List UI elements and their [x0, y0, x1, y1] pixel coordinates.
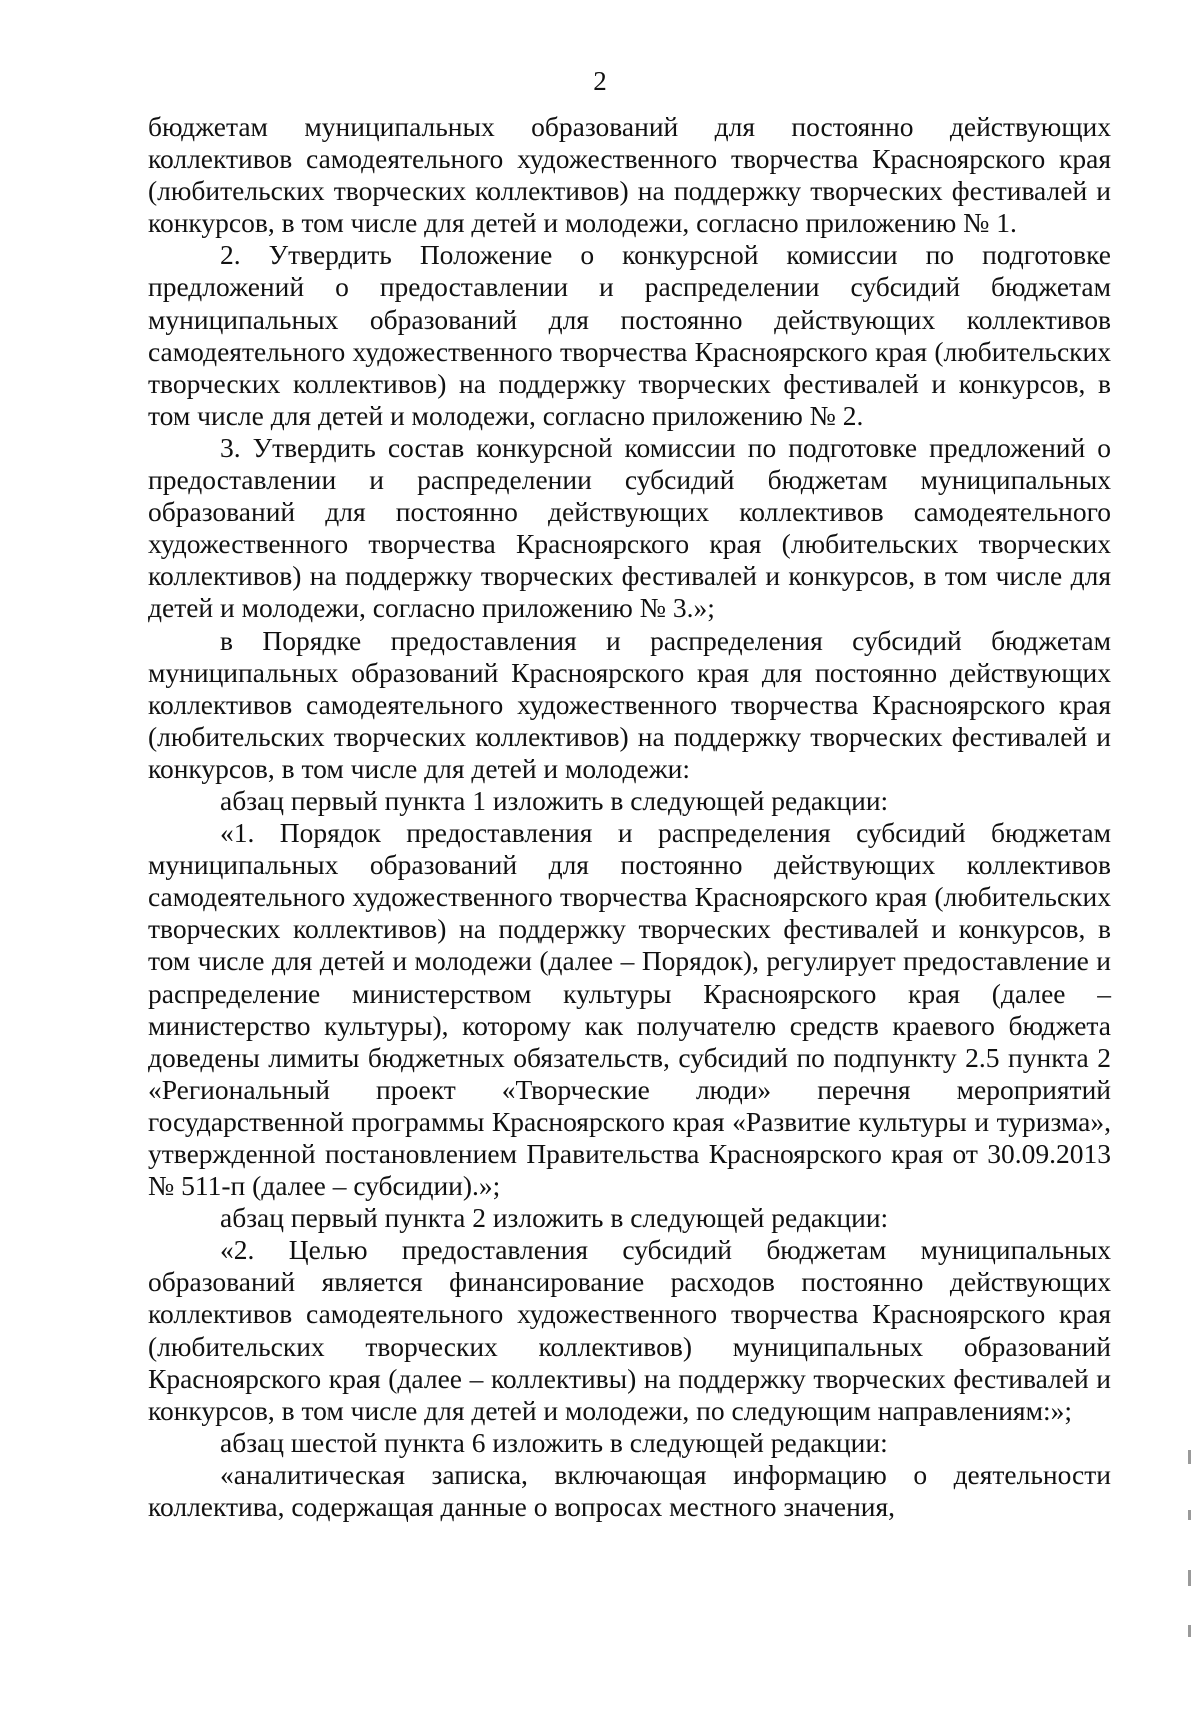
paragraph-item-2: 2. Утвердить Положение о конкурсной комиссии по подготовке предложений о предоставлении и распределении субсидий бюджетам муниципальных образований для постоянно действующих коллективов самодеятельного художественного творчества Красноярского края (любительских творческих коллективов) на поддержку творческих фестивалей и конкурсов, в том числе для детей и молодежи, согласно приложению № 2.: [148, 239, 1111, 431]
page-number: 2: [593, 66, 607, 96]
paragraph-point-2-text: «2. Целью предоставления субсидий бюджетам муниципальных образований является финансирование расходов постоянно действующих коллективов самодеятельного художественного творчества Красноярского края (любительских творческих коллективов) муниципальных образований Красноярского края (далее – коллективы) на поддержку творческих фестивалей и конкурсов, в том числе для детей и молодежи, по следующим направлениям:»;: [148, 1234, 1111, 1426]
paragraph-amend-point-1: абзац первый пункта 1 изложить в следующей редакции:: [220, 784, 889, 816]
paragraph-item-3: 3. Утвердить состав конкурсной комиссии по подготовке предложений о предоставлении и распределении субсидий бюджетам муниципальных образований для постоянно действующих коллективов самодеятельного художественного творчества Красноярского края (любительских творческих коллективов) на поддержку творческих фестивалей и конкурсов, в том числе для детей и молодежи, согласно приложению № 3.»;: [148, 431, 1111, 624]
paragraph-amend-point-2: абзац первый пункта 2 изложить в следующей редакции:: [220, 1202, 889, 1234]
document-body: [148, 111, 1111, 1523]
paragraph-continuation: бюджетам муниципальных образований для постоянно действующих коллективов самодеятельного художественного творчества Красноярского края (любительских творческих коллективов) на поддержку творческих фестивалей и конкурсов, в том числе для детей и молодежи, согласно приложению № 1.: [148, 111, 1111, 239]
paragraph-point-1-text: «1. Порядок предоставления и распределения субсидий бюджетам муниципальных образований для постоянно действующих коллективов самодеятельного художественного творчества Красноярского края (любительских творческих коллективов) на поддержку творческих фестивалей и конкурсов, в том числе для детей и молодежи (далее – Порядок), регулирует предоставление и распределение министерством культуры Красноярского края (далее – министерство культуры), которому как получателю средств краевого бюджета доведены лимиты бюджетных обязательств, субсидий по подпункту 2.5 пункта 2 «Региональный проект «Творческие люди» перечня мероприятий государственной программы Красноярского края «Развитие культуры и туризма», утвержденной постановлением Правительства Красноярского края от 30.09.2013 № 511-п (далее – субсидии).»;: [148, 817, 1111, 1202]
paragraph-point-6-text: «аналитическая записка, включающая информацию о деятельности коллектива, содержащая данные о вопросах местного значения,: [148, 1458, 1111, 1523]
scan-edge-specks: [1188, 1450, 1192, 1650]
paragraph-procedure-intro: в Порядке предоставления и распределения субсидий бюджетам муниципальных образований Красноярского края для постоянно действующих коллективов самодеятельного художественного творчества Красноярского края (любительских творческих коллективов) на поддержку творческих фестивалей и конкурсов, в том числе для детей и молодежи:: [148, 624, 1111, 784]
paragraph-amend-point-6: абзац шестой пункта 6 изложить в следующей редакции:: [220, 1426, 888, 1458]
